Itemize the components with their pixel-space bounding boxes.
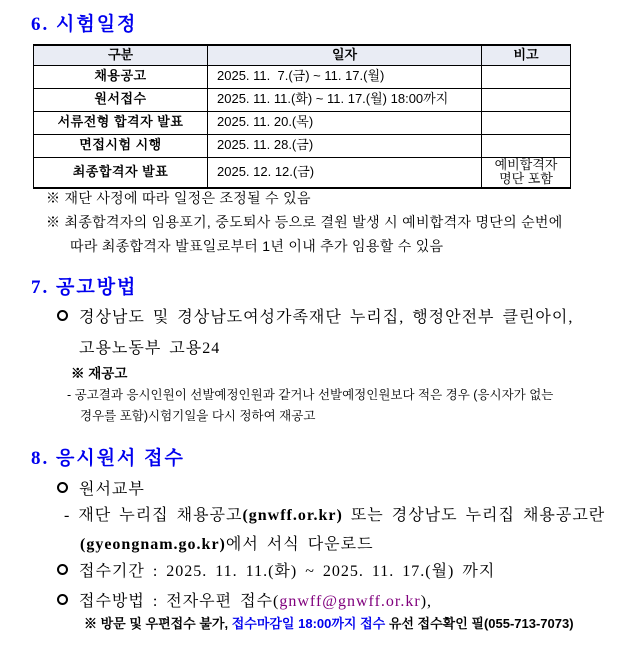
apply-period: 접수기간 : 2025. 11. 11.(화) ~ 2025. 11. 17.(월) 까지 — [79, 563, 496, 580]
apply-method — [79, 588, 432, 611]
text-segment: 접수방법 : 전자우편 접수( — [79, 593, 280, 610]
website-url: (gnwff.or.kr) — [242, 507, 343, 524]
row-date: 2025. 11. 20.(목) — [208, 111, 482, 134]
text-segment: - 재단 누리집 채용공고 — [64, 507, 243, 524]
section-title-schedule: 6. 시험일정 — [31, 14, 138, 35]
apply-form-download-line2 — [80, 531, 374, 554]
bullet-circle-icon — [57, 564, 68, 575]
remark-line: 명단 포함 — [499, 171, 553, 187]
row-remark — [482, 88, 571, 111]
row-remark — [482, 157, 571, 188]
row-remark — [482, 111, 571, 134]
apply-item-form: 원서교부 — [79, 481, 145, 498]
text-segment: ), — [420, 593, 433, 610]
schedule-note-1: ※ 재단 사정에 따라 일정은 조정될 수 있음 — [46, 190, 311, 206]
bullet-circle-icon — [57, 482, 68, 493]
renotice-label: ※ 재공고 — [71, 366, 128, 381]
table-row — [34, 88, 571, 111]
row-date: 2025. 11. 28.(금) — [208, 134, 482, 157]
deadline-highlight: 접수마감일 18:00까지 접수 — [231, 616, 386, 631]
announce-item-line1: 경상남도 및 경상남도여성가족재단 누리집, 행정안전부 클린아이, — [79, 309, 574, 326]
renotice-note-line1: - 공고결과 응시인원이 선발예정인원과 같거나 선발예정인원보다 적은 경우 (응시자가 없는 — [67, 388, 554, 402]
row-category: 최종합격자 발표 — [34, 157, 208, 188]
row-date: 2025. 11. 7.(금) ~ 11. 17.(월) — [208, 65, 482, 88]
schedule-note-2-continued: 따라 최종합격자 발표일로부터 1년 이내 추가 임용할 수 있음 — [70, 238, 444, 254]
column-header-remark: 비고 — [482, 45, 571, 65]
row-category: 원서접수 — [34, 88, 208, 111]
column-header-category: 구분 — [34, 45, 208, 65]
row-category: 서류전형 합격자 발표 — [34, 111, 208, 134]
schedule-table-header-row — [34, 45, 571, 65]
row-date: 2025. 11. 11.(화) ~ 11. 17.(월) 18:00까지 — [208, 88, 482, 111]
bullet-circle-icon — [57, 310, 68, 321]
section-title-announce: 7. 공고방법 — [31, 277, 138, 298]
table-row — [34, 111, 571, 134]
table-row — [34, 65, 571, 88]
email-link[interactable]: gnwff@gnwff.or.kr — [279, 593, 421, 610]
row-date: 2025. 12. 12.(금) — [208, 157, 482, 188]
table-row — [34, 157, 571, 188]
row-category: 채용공고 — [34, 65, 208, 88]
text-segment: 또는 경상남도 누리집 채용공고란 — [342, 507, 606, 524]
website-url: (gyeongnam.go.kr) — [80, 536, 226, 553]
row-remark — [482, 65, 571, 88]
schedule-note-2: ※ 최종합격자의 임용포기, 중도퇴사 등으로 결원 발생 시 예비합격자 명단의 순번에 — [46, 214, 563, 230]
text-segment: 에서 서식 다운로드 — [225, 536, 374, 553]
apply-form-download-line1 — [64, 502, 605, 525]
section-title-apply: 8. 응시원서 접수 — [31, 448, 185, 469]
text-segment: 유선 접수확인 필(055-713-7073) — [385, 616, 574, 631]
schedule-table — [33, 44, 571, 189]
row-category: 면접시험 시행 — [34, 134, 208, 157]
bullet-circle-icon — [57, 594, 68, 605]
apply-footnote — [84, 613, 574, 632]
announce-item-line2: 고용노동부 고용24 — [79, 340, 221, 357]
column-header-date: 일자 — [208, 45, 482, 65]
renotice-note-line2: 경우를 포함)시험기일을 다시 정하여 재공고 — [80, 409, 316, 423]
text-segment: ※ 방문 및 우편접수 불가, — [84, 616, 232, 631]
row-remark — [482, 134, 571, 157]
remark-line: 예비합격자 — [494, 156, 558, 172]
table-row — [34, 134, 571, 157]
